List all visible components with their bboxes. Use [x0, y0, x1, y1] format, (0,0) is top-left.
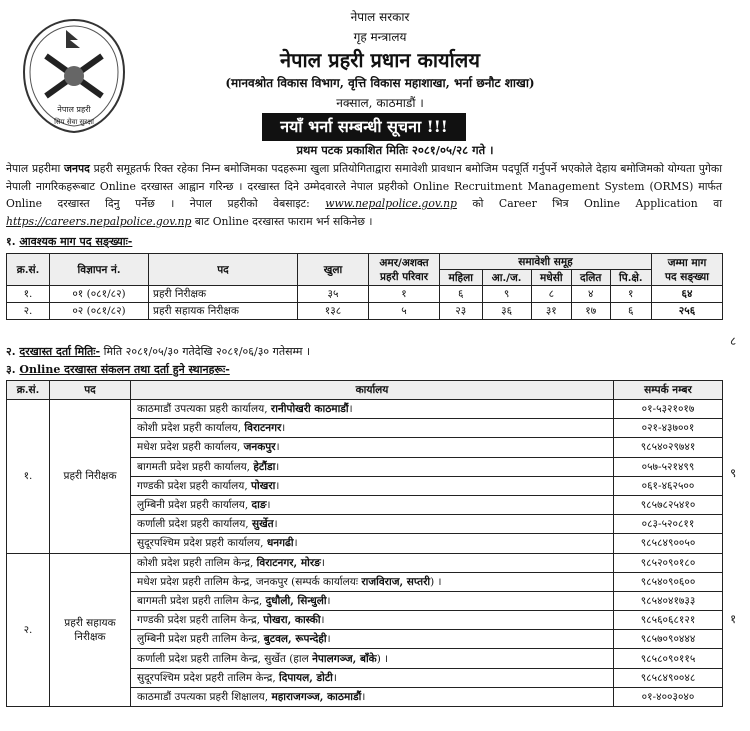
section-3-title: Online दरखास्त संकलन तथा दर्ता हुने स्थानहरूः-: [19, 363, 230, 376]
office-suffix: ।: [326, 633, 331, 646]
office-name: काठमाडौं उपत्यका प्रहरी कार्यालय,: [137, 403, 271, 416]
office-cell: [131, 649, 614, 668]
cell-adibasi: ९: [482, 286, 531, 303]
office-cell: [131, 630, 614, 649]
office-cell: [131, 438, 614, 457]
header-government: नेपाल सरकार: [350, 10, 410, 24]
office-suffix: ) ।: [430, 575, 442, 588]
office-place: विराटनगर: [244, 422, 282, 435]
cell-backward: १: [610, 286, 651, 303]
th-office-sn: क्र.सं.: [7, 381, 50, 400]
cell-sn: २.: [7, 303, 50, 320]
th-sn: क्र.सं.: [7, 254, 50, 286]
office-suffix: ।: [275, 479, 280, 492]
th-inclusive: समावेशी समूह: [440, 254, 652, 270]
cell-martyr: ५: [369, 303, 440, 320]
contact-number: ०२१-४३७००१: [614, 419, 723, 438]
office-cell: [131, 553, 614, 572]
office-suffix: ) ।: [376, 652, 389, 665]
contact-number: ९८५८४९००४८: [614, 668, 723, 687]
office-cell: [131, 687, 614, 706]
cell-martyr: १: [369, 286, 440, 303]
cell-sn: १.: [7, 286, 50, 303]
cell-adibasi: ३६: [482, 303, 531, 320]
office-suffix: ।: [273, 518, 278, 531]
office-name: बागमती प्रदेश प्रहरी तालिम केन्द्र,: [137, 594, 266, 607]
cell-dalit: १७: [571, 303, 610, 320]
contact-number: ९८५४०९०६००: [614, 572, 723, 591]
office-place: बुटवल, रूपन्देही: [263, 633, 327, 646]
emblem-text-top: नेपाल प्रहरी: [57, 105, 91, 114]
cell-backward: ६: [610, 303, 651, 320]
section-3-num: ३.: [6, 363, 16, 376]
para-part2: प्रहरी समूहतर्फ रिक्त रहेका निम्न बमोजिमका पदहरूमा खुला प्रतियोगिताद्वारा समावेशी प्रावधान बमोजिम पदपूर्ति गर्नुपर्ने भएकोले देहाय बमोजिमको योग्यता पुगेका नेपाली नागरिकहरूबाट Online दरखास्त आह्वान गरिन्छ । दरखास्त दिने उम्मेदवारले नेपाल प्रहरीको Online Recruitment Management System (ORMS) मार्फत Online दरखास्त दिनु पर्नेछ । नेपाल प्रहरीको वेबसाइट:: [6, 162, 722, 210]
group-sn: १.: [7, 400, 50, 554]
margin-mark: ९: [730, 466, 737, 480]
para-part1: नेपाल प्रहरीमा: [6, 162, 64, 175]
contact-number: ९८५२०९०१८०: [614, 553, 723, 572]
office-suffix: ।: [348, 403, 353, 416]
group-post: प्रहरी निरीक्षक: [50, 400, 131, 554]
office-place: विराटनगर, मोरङ: [256, 556, 321, 569]
office-place: हेटौंडा: [253, 460, 276, 473]
cell-post: प्रहरी सहायक निरीक्षक: [149, 303, 298, 320]
th-total-line2: पद सङ्ख्या: [665, 270, 709, 283]
office-name: काठमाडौं उपत्यका प्रहरी शिक्षालय,: [137, 690, 272, 703]
section-2-title: दरखास्त दर्ता मितिः-: [19, 345, 101, 358]
contact-number: ९८५८४९००५०: [614, 534, 723, 553]
contact-number: ०१-४००३०४०: [614, 687, 723, 706]
cell-adv: ०२ (०८१/८२): [50, 303, 149, 320]
th-female: महिला: [440, 270, 483, 286]
office-name: गण्डकी प्रदेश प्रहरी तालिम केन्द्र,: [137, 614, 264, 627]
cell-madhesi: ८: [531, 286, 571, 303]
office-row: [7, 400, 723, 419]
vacancy-row: [7, 286, 723, 303]
office-name: मधेश प्रदेश प्रहरी तालिम केन्द्र, जनकपुर (सम्पर्क कार्यालयः: [137, 575, 362, 588]
website-link[interactable]: www.nepalpolice.gov.np: [325, 197, 457, 210]
th-martyr: [369, 254, 440, 286]
careers-link[interactable]: https://careers.nepalpolice.gov.np: [6, 214, 192, 228]
th-martyr-line1: अमर/अशक्त: [379, 256, 429, 269]
office-place: राजविराज, सप्तरी: [361, 575, 431, 588]
office-place: दाङ: [251, 499, 267, 512]
header-address: नक्साल, काठमाडौं ।: [336, 96, 424, 110]
section-2-text: मिति २०८१/०५/३० गतेदेखि २०८१/०६/३० गतेसम्म ।: [100, 345, 311, 358]
contact-number: ०१-५३२१०१७: [614, 400, 723, 419]
header-department: (मानवश्रोत विकास विभाग, वृत्ति विकास महाशाखा, भर्ना छनौट शाखा): [225, 76, 535, 90]
contact-number: ९८५७०९०४४४: [614, 630, 723, 649]
office-suffix: ।: [332, 671, 337, 684]
office-name: गण्डकी प्रदेश प्रहरी कार्यालय,: [137, 479, 252, 492]
group-sn: २.: [7, 553, 50, 707]
office-cell: [131, 476, 614, 495]
office-place: रानीपोखरी काठमाडौं: [270, 403, 349, 416]
office-name: लुम्बिनी प्रदेश प्रहरी तालिम केन्द्र,: [137, 633, 264, 646]
office-place: धनगढी: [266, 537, 294, 550]
para-bold: जनपद: [64, 162, 90, 175]
cell-post: प्रहरी निरीक्षक: [149, 286, 298, 303]
office-place: नेपालगञ्ज, बाँके: [312, 652, 377, 665]
office-suffix: ।: [281, 422, 286, 435]
section-2-heading: [6, 344, 310, 359]
contact-number: ९८५८०९०११५: [614, 649, 723, 668]
margin-mark: ८: [730, 334, 737, 348]
office-suffix: ।: [275, 441, 280, 454]
para-part3: को Career भित्र Online Application वा: [456, 197, 723, 210]
office-name: मधेश प्रदेश प्रहरी कार्यालय,: [137, 441, 244, 454]
office-suffix: ।: [320, 556, 325, 569]
contact-number: ०८३-५२०८११: [614, 515, 723, 534]
cell-female: ६: [440, 286, 483, 303]
contact-number: ९८५४०४१७३३: [614, 591, 723, 610]
office-name: कर्णाली प्रदेश प्रहरी कार्यालय,: [137, 518, 252, 531]
cell-total: २५६: [652, 303, 723, 320]
th-adv: विज्ञापन नं.: [50, 254, 149, 286]
office-cell: [131, 457, 614, 476]
office-name: सुदूरपश्चिम प्रदेश प्रहरी कार्यालय,: [137, 537, 267, 550]
th-contact: सम्पर्क नम्बर: [614, 381, 723, 400]
office-place: दिपायल, डोटी: [279, 671, 333, 684]
published-date: प्रथम पटक प्रकाशित मितिः २०८१/०५/२८ गते ।: [296, 143, 494, 157]
office-place: सुर्खेत: [251, 518, 274, 531]
intro-paragraph: [6, 160, 722, 230]
office-place: दुधौली, सिन्धुली: [265, 594, 327, 607]
th-martyr-line2: प्रहरी परिवार: [379, 270, 429, 283]
margin-mark: १: [730, 612, 737, 626]
office-suffix: ।: [275, 460, 280, 473]
office-place: पोखरा, कास्की: [263, 614, 321, 627]
section-2-num: २.: [6, 345, 16, 358]
contact-number: ९८५४०२९७४१: [614, 438, 723, 457]
th-dalit: दलित: [571, 270, 610, 286]
th-total-line1: जम्मा माग: [667, 256, 707, 269]
office-cell: [131, 591, 614, 610]
notice-title: नयाँ भर्ना सम्बन्धी सूचना !!!: [262, 113, 466, 141]
contact-number: ९८५६०६८१२१: [614, 611, 723, 630]
office-cell: [131, 419, 614, 438]
office-cell: [131, 534, 614, 553]
header-ministry: गृह मन्त्रालय: [353, 30, 407, 44]
office-cell: [131, 611, 614, 630]
office-place: जनकपुर: [243, 441, 276, 454]
office-cell: [131, 400, 614, 419]
office-table: [6, 380, 723, 707]
office-suffix: ।: [293, 537, 298, 550]
office-cell: [131, 668, 614, 687]
cell-open: १३८: [298, 303, 369, 320]
cell-dalit: ४: [571, 286, 610, 303]
th-post: पद: [149, 254, 298, 286]
office-suffix: ।: [361, 690, 366, 703]
office-name: कोशी प्रदेश प्रहरी कार्यालय,: [137, 422, 245, 435]
vacancy-row: [7, 303, 723, 320]
th-office: कार्यालय: [131, 381, 614, 400]
office-name: सुदूरपश्चिम प्रदेश प्रहरी तालिम केन्द्र,: [137, 671, 280, 684]
header-office: नेपाल प्रहरी प्रधान कार्यालय: [280, 48, 480, 72]
office-name: बागमती प्रदेश प्रहरी कार्यालय,: [137, 460, 254, 473]
para-part4: बाट Online दरखास्त फाराम भर्न सकिनेछ ।: [191, 214, 373, 228]
office-suffix: ।: [266, 499, 271, 512]
office-suffix: ।: [320, 614, 325, 627]
office-cell: [131, 515, 614, 534]
th-office-post: पद: [50, 381, 131, 400]
th-total: [652, 254, 723, 286]
section-1-num: १.: [6, 235, 16, 248]
office-cell: [131, 495, 614, 514]
cell-open: ३५: [298, 286, 369, 303]
office-name: लुम्बिनी प्रदेश प्रहरी कार्यालय,: [137, 499, 252, 512]
office-row: [7, 553, 723, 572]
cell-madhesi: ३१: [531, 303, 571, 320]
th-backward: पि.क्षे.: [610, 270, 651, 286]
office-place: महाराजगञ्ज, काठमाडौं: [271, 690, 362, 703]
th-adibasi: आ./ज.: [482, 270, 531, 286]
section-1-title: आवश्यक माग पद सङ्ख्याः-: [19, 235, 133, 248]
cell-female: २३: [440, 303, 483, 320]
th-open: खुला: [298, 254, 369, 286]
emblem-text-bottom: सिप सेवा सुरक्षा: [54, 118, 94, 126]
office-name: कोशी प्रदेश प्रहरी तालिम केन्द्र,: [137, 556, 257, 569]
nepal-police-emblem: [20, 16, 128, 136]
cell-total: ६४: [652, 286, 723, 303]
section-1-heading: [6, 234, 132, 249]
contact-number: ९८५७८२५४१०: [614, 495, 723, 514]
vacancy-table: [6, 253, 723, 320]
office-name: कर्णाली प्रदेश प्रहरी तालिम केन्द्र, सुर्खेत (हाल: [137, 652, 313, 665]
section-3-heading: [6, 362, 230, 377]
contact-number: ०६१-४६२५००: [614, 476, 723, 495]
group-post: प्रहरी सहायक निरीक्षक: [50, 553, 131, 707]
th-madhesi: मधेसी: [531, 270, 571, 286]
office-cell: [131, 572, 614, 591]
office-suffix: ।: [326, 594, 331, 607]
contact-number: ०५७-५२१४९९: [614, 457, 723, 476]
office-place: पोखरा: [251, 479, 276, 492]
cell-adv: ०१ (०८१/८२): [50, 286, 149, 303]
